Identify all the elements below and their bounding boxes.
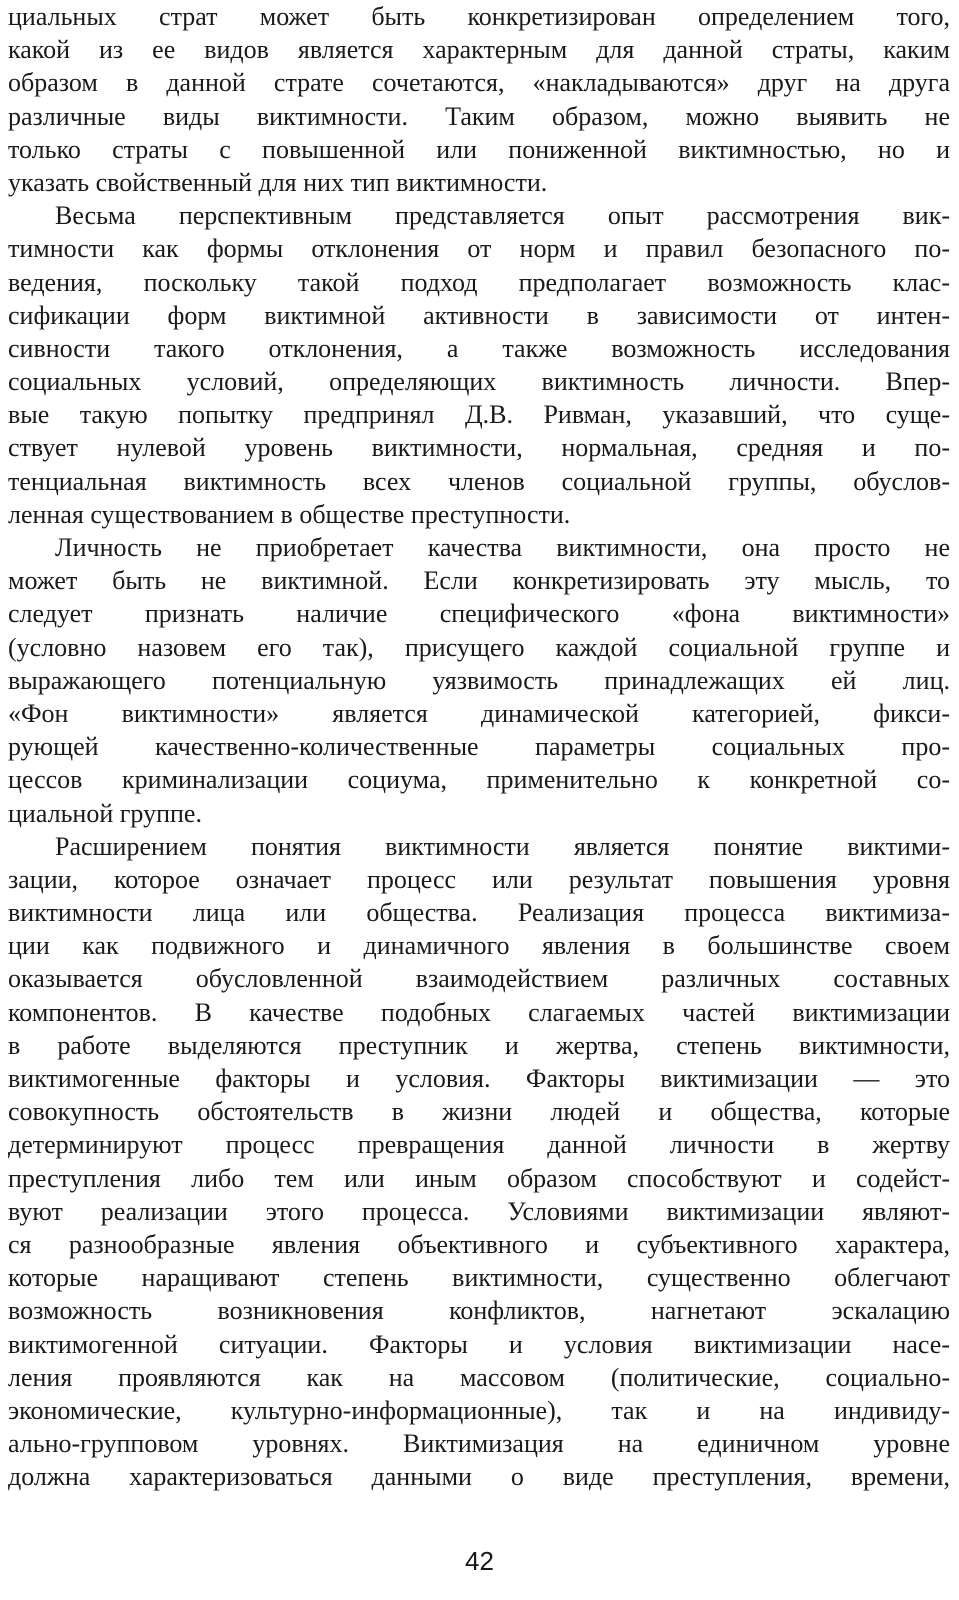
text-line: ции как подвижного и динамичного явления в большинстве своем xyxy=(8,931,950,961)
text-line: образом в данной страте сочетаются, «накладываются» друг на друга xyxy=(8,68,950,98)
text-line: Весьма перспективным представляется опыт рассмотрения вик- xyxy=(55,201,950,231)
text-line: экономические, культурно-информационные), так и на индивиду- xyxy=(8,1395,950,1425)
text-line: виктимности лица или общества. Реализация процесса виктимиза- xyxy=(8,898,950,928)
text-line: указать свойственный для них тип виктимности. xyxy=(8,167,548,197)
text-line: преступления либо тем или иным образом способствуют и содейст- xyxy=(8,1163,950,1193)
text-line: социальных условий, определяющих виктимность личности. Впер- xyxy=(8,367,950,397)
text-line: в работе выделяются преступник и жертва, степень виктимности, xyxy=(8,1030,950,1060)
text-line: вые такую попытку предпринял Д.В. Ривман, указавший, что суще- xyxy=(8,400,950,430)
text-line: оказывается обусловленной взаимодействием различных составных xyxy=(8,964,950,994)
text-line: компонентов. В качестве подобных слагаемых частей виктимизации xyxy=(8,997,950,1027)
text-line: тенциальная виктимность всех членов социальной группы, обуслов- xyxy=(8,466,950,496)
text-line: которые наращивают степень виктимности, существенно облегчают xyxy=(8,1263,950,1293)
text-line: сивности такого отклонения, а также возможность исследования xyxy=(8,333,950,363)
body-text xyxy=(8,0,950,1493)
text-line: циальных страт может быть конкретизирован определением того, xyxy=(8,2,950,31)
text-line: следует признать наличие специфического «фона виктимности» xyxy=(8,599,950,629)
text-line: вуют реализации этого процесса. Условиями виктимизации являют- xyxy=(8,1196,950,1226)
text-line: детерминируют процесс превращения данной личности в жертву xyxy=(8,1130,950,1160)
text-line: должна характеризоваться данными о виде преступления, времени, xyxy=(8,1462,950,1492)
text-line: ствует нулевой уровень виктимности, нормальная, средняя и по- xyxy=(8,433,950,463)
page-number: 42 xyxy=(465,1546,494,1576)
text-line: совокупность обстоятельств в жизни людей и общества, которые xyxy=(8,1097,950,1127)
text-line: «Фон виктимности» является динамической категорией, фикси- xyxy=(8,698,950,728)
text-line: (условно назовем его так), присущего каждой социальной группе и xyxy=(8,632,950,662)
text-line: может быть не виктимной. Если конкретизировать эту мысль, то xyxy=(8,566,950,596)
text-line: какой из ее видов является характерным для данной страты, каким xyxy=(8,35,950,65)
paragraph xyxy=(8,199,950,531)
text-line: цессов криминализации социума, применительно к конкретной со- xyxy=(8,765,950,795)
text-line: ленная существованием в обществе преступности. xyxy=(8,499,571,529)
text-line: ления проявляются как на массовом (политические, социально- xyxy=(8,1362,950,1392)
text-line: циальной группе. xyxy=(8,798,202,828)
text-line: Расширением понятия виктимности является понятие виктими- xyxy=(55,831,950,861)
paragraph xyxy=(8,830,950,1494)
text-line: различные виды виктимности. Таким образом, можно выявить не xyxy=(8,101,950,131)
paragraph xyxy=(8,0,950,199)
text-line: зации, которое означает процесс или результат повышения уровня xyxy=(8,864,950,894)
paragraph xyxy=(8,531,950,830)
text-line: ведения, поскольку такой подход предполагает возможность клас- xyxy=(8,267,950,297)
text-line: сификации форм виктимной активности в зависимости от интен- xyxy=(8,300,950,330)
text-line: только страты с повышенной или пониженной виктимностью, но и xyxy=(8,134,950,164)
text-line: возможность возникновения конфликтов, нагнетают эскалацию xyxy=(8,1296,950,1326)
book-page xyxy=(8,0,950,1493)
text-line: ально-групповом уровнях. Виктимизация на единичном уровне xyxy=(8,1429,950,1459)
text-line: тимности как формы отклонения от норм и правил безопасного по- xyxy=(8,234,950,264)
text-line: виктимогенной ситуации. Факторы и условия виктимизации насе- xyxy=(8,1329,950,1359)
text-line: выражающего потенциальную уязвимость принадлежащих ей лиц. xyxy=(8,665,950,695)
text-line: рующей качественно-количественные параметры социальных про- xyxy=(8,732,950,762)
text-line: ся разнообразные явления объективного и субъективного характера, xyxy=(8,1229,950,1259)
text-line: Личность не приобретает качества виктимности, она просто не xyxy=(55,533,950,562)
text-line: виктимогенные факторы и условия. Факторы виктимизации — это xyxy=(8,1064,950,1093)
